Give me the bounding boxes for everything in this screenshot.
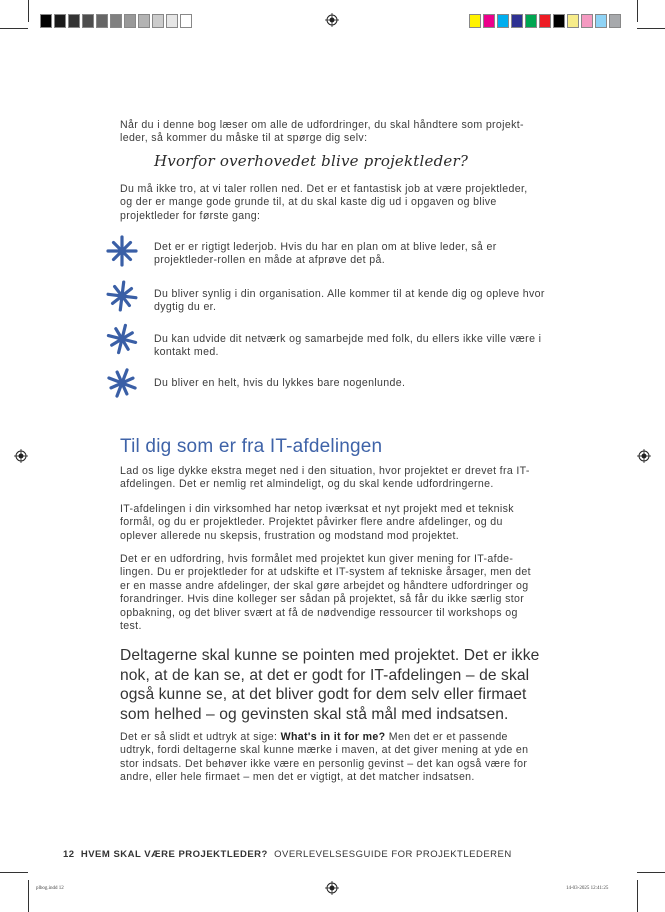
star-bullet-icon bbox=[105, 366, 139, 400]
registration-mark-icon bbox=[325, 13, 339, 27]
color-swatch bbox=[553, 14, 565, 28]
color-swatch bbox=[567, 14, 579, 28]
book-title: OVERLEVELSESGUIDE FOR PROJEKTLEDEREN bbox=[274, 849, 512, 860]
star-bullet-icon bbox=[105, 234, 139, 268]
crop-mark bbox=[28, 0, 29, 22]
color-swatch bbox=[595, 14, 607, 28]
crop-mark bbox=[637, 880, 638, 912]
color-swatch bbox=[511, 14, 523, 28]
color-swatch bbox=[609, 14, 621, 28]
crop-mark bbox=[637, 872, 665, 873]
color-swatch bbox=[54, 14, 66, 28]
slug-date: 14-03-2025 12:41:25 bbox=[566, 886, 609, 891]
registration-mark-icon bbox=[637, 449, 651, 463]
section-paragraph: Det er en udfordring, hvis formålet med projektet kun giver mening for IT-afde-lingen. Du er projektleder for at udskifte et IT-system af tekniske årsager, men det er en masse andre afdelinger, der skal gøre arbejdet og håndtere udfordringer og forandringer. Hvis dine kolleger ser sådan på projektet, så får du ikke særlig stor opbakning, og det bliver svært at få de nødvendige ressourcer til workshops og test. bbox=[120, 553, 531, 633]
color-swatch bbox=[469, 14, 481, 28]
color-swatch bbox=[96, 14, 108, 28]
color-swatch bbox=[525, 14, 537, 28]
color-swatch bbox=[40, 14, 52, 28]
color-swatch bbox=[166, 14, 178, 28]
color-swatch bbox=[180, 14, 192, 28]
color-swatch bbox=[138, 14, 150, 28]
pull-quote: Deltagerne skal kunne se pointen med projektet. Det er ikke nok, at de kan se, at det er godt for IT-afdelingen – de skal også kunne se, at det bliver godt for dem selv eller firmaet som helhed – og gevinsten skal stå mål med indsatsen. bbox=[120, 647, 540, 723]
crop-mark bbox=[0, 872, 28, 873]
bullet-item: Det er er rigtigt lederjob. Hvis du har en plan om at blive leder, så er projektleder-rollen en måde at afprøve det på. bbox=[154, 241, 497, 267]
bullet-item: Du bliver synlig i din organisation. Alle kommer til at kende dig og opleve hvor dygtig du er. bbox=[154, 288, 545, 314]
crop-mark bbox=[0, 28, 28, 29]
page-number: 12 bbox=[63, 849, 75, 860]
registration-mark-icon bbox=[325, 881, 339, 895]
color-swatch bbox=[152, 14, 164, 28]
crop-mark bbox=[28, 880, 29, 912]
handwritten-question: Hvorfor overhovedet blive projektleder? bbox=[154, 152, 469, 170]
bold-phrase: What's in it for me? bbox=[280, 731, 386, 743]
section-paragraph-final bbox=[120, 731, 540, 785]
color-swatch bbox=[68, 14, 80, 28]
bullet-item: Du bliver en helt, hvis du lykkes bare nogenlunde. bbox=[154, 377, 406, 389]
star-bullet-icon bbox=[105, 279, 139, 313]
intro-paragraph: Når du i denne bog læser om alle de udfordringer, du skal håndtere som projekt-leder, så kommer du måske til at spørge dig selv: bbox=[120, 119, 524, 145]
section-paragraph: IT-afdelingen i din virksomhed har netop iværksat et nyt projekt med et teknisk formål, og du er projektleder. Projektet påvirker flere andre afdelinger, og du oplever allerede nu skepsis, frustration og modstand mod projektet. bbox=[120, 503, 514, 542]
star-bullet-icon bbox=[105, 322, 139, 356]
text-run: Det er så slidt et udtryk at sige: bbox=[120, 731, 281, 743]
section-paragraph: Lad os lige dykke ekstra meget ned i den situation, hvor projektet er drevet fra IT-afdelingen. Det er nemlig ret almindeligt, og du skal kende udfordringerne. bbox=[120, 465, 530, 491]
color-swatch bbox=[110, 14, 122, 28]
color-swatch bbox=[82, 14, 94, 28]
bullet-item: Du kan udvide dit netværk og samarbejde med folk, du ellers ikke ville være i kontakt med. bbox=[154, 333, 542, 359]
color-swatch bbox=[539, 14, 551, 28]
registration-mark-icon bbox=[14, 449, 28, 463]
crop-mark bbox=[637, 0, 638, 22]
intro-paragraph-2: Du må ikke tro, at vi taler rollen ned. Det er et fantastisk job at være projektleder, og der er mange gode grunde til, at du skal kaste dig ud i opgaven og blive projektleder for første gang: bbox=[120, 183, 528, 222]
slug-file: plbog.indd 12 bbox=[36, 886, 64, 891]
color-swatch bbox=[497, 14, 509, 28]
page-footer bbox=[63, 849, 512, 860]
color-swatch bbox=[483, 14, 495, 28]
color-swatch bbox=[124, 14, 136, 28]
chapter-title: HVEM SKAL VÆRE PROJEKTLEDER? bbox=[80, 849, 268, 860]
color-swatch bbox=[581, 14, 593, 28]
section-heading: Til dig som er fra IT-afdelingen bbox=[120, 436, 383, 457]
text-run: Men det er et passende udtryk, fordi deltagerne skal kunne mærke i maven, at det giver mening at yde en stor indsats. Det behøver ikke være en personlig gevinst – det kan også være for andre, eller hele firmaet – men det er vigtigt, at det matcher indsatsen. bbox=[120, 731, 529, 784]
crop-mark bbox=[637, 28, 665, 29]
